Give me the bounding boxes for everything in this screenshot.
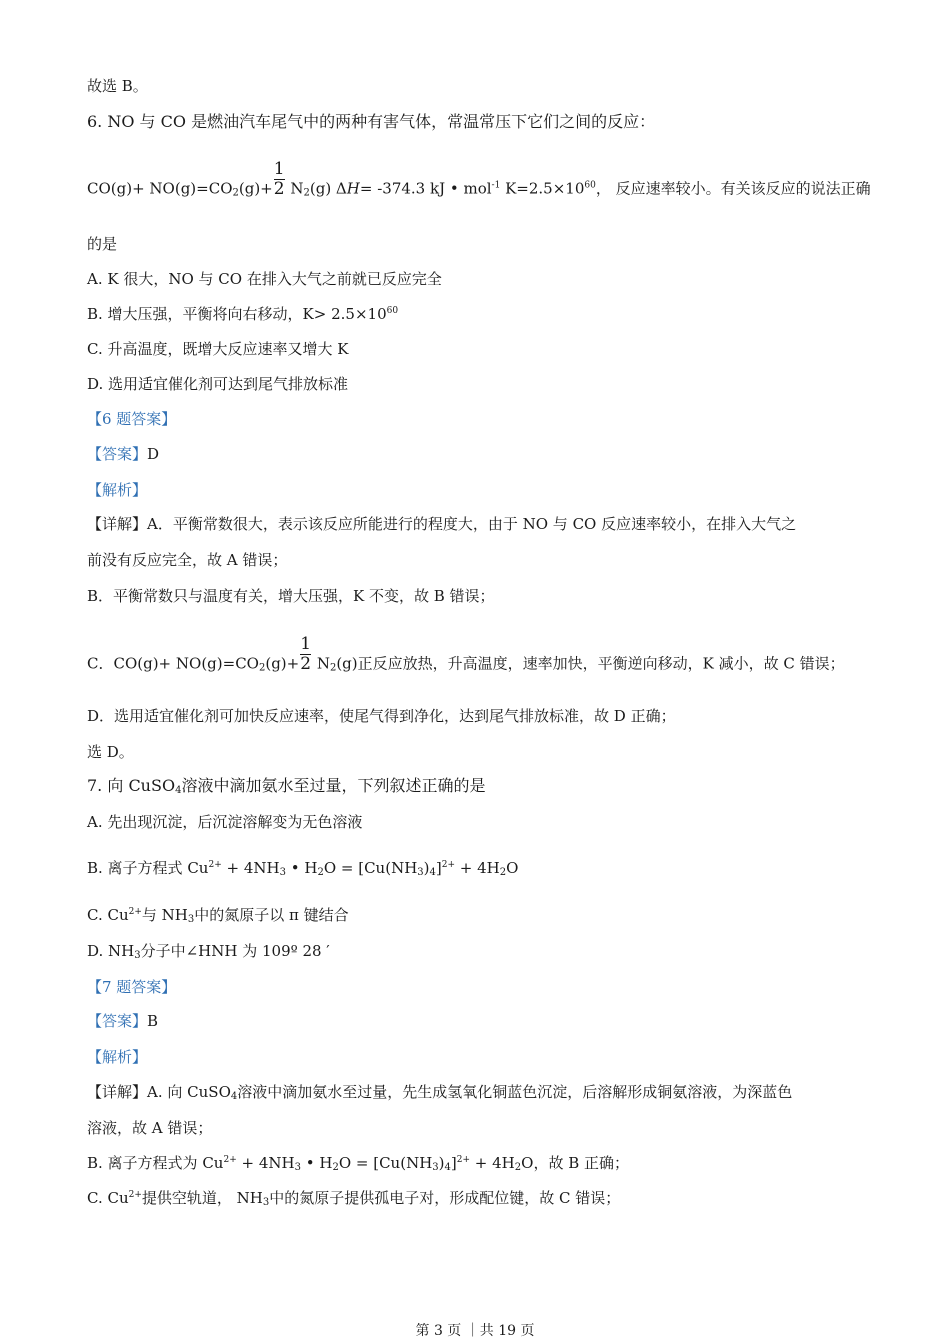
fraction-half: $\frac{1}{2}$ [273, 159, 285, 199]
q7-option-b: B. 离子方程式 $Cu^{2+} + 4NH_3$ • $H_2O = [Cu(NH_3)_4]^{2+} + 4H_2O$ [87, 859, 519, 878]
q7-analysis-heading: 【解析】 [87, 1048, 148, 1066]
q7-answer-heading: 【7 题答案】 [87, 978, 177, 996]
q6-option-b: B. 增大压强，平衡将向右移动，$K> 2.5\times 10^{60}$ [87, 305, 399, 323]
q7-option-a: A. 先出现沉淀，后沉淀溶解变为无色溶液 [87, 813, 363, 831]
q6-analysis-heading: 【解析】 [87, 481, 148, 499]
fraction-half-2: $\frac{1}{2}$ [300, 634, 312, 674]
q7-answer: 【答案】B [87, 1012, 159, 1030]
q6-detail-5: D．选用适宜催化剂可加快反应速率，使尾气得到净化，达到尾气排放标准，故 D 正确； [87, 707, 676, 725]
q7-option-d: D. $NH_3$分子中∠HNH 为 109º 28 ′ [87, 942, 330, 961]
q6-option-a: A. K 很大，NO 与 CO 在排入大气之前就已反应完全 [87, 270, 442, 288]
q6-detail-4: C．$CO(g)+ NO(g)=CO_2(g)+$ $\frac{1}{2}$ $N_2(g)$正反应放热，升高温度，速率加快，平衡逆向移动，K 减小，故 C 错误； [87, 634, 845, 674]
q6-answer-heading: 【6 题答案】 [87, 410, 177, 428]
q6-equation: $CO(g)+ NO(g)=CO_2(g)+$ $\frac{1}{2}$ $N_2(g)$ ΔH= -374.3 kJ • mol$^{-1}$ $K=2.5\times 10^{60}$， 反应速率较小。有关该反应的说法正确 [87, 159, 871, 199]
conclusion-b: 故选 B。 [87, 77, 148, 95]
q6-option-d: D. 选用适宜催化剂可达到尾气排放标准 [87, 375, 349, 393]
q7-option-c: C. $Cu^{2+}$与 $NH_3$中的氮原子以 π 键结合 [87, 906, 349, 925]
q6-detail-6: 选 D。 [87, 743, 134, 761]
q7-detail-4: C. $Cu^{2+}$提供空轨道， $NH_3$中的氮原子提供孤电子对，形成配位键，故 C 错误； [87, 1189, 621, 1208]
q6-option-c: C. 升高温度，既增大反应速率又增大 K [87, 340, 349, 358]
q6-answer: 【答案】D [87, 445, 160, 463]
q7-stem: 7. 向 CuSO$_4$溶液中滴加氨水至过量，下列叙述正确的是 [87, 776, 486, 796]
q6-stem: 6. NO 与 CO 是燃油汽车尾气中的两种有害气体，常温常压下它们之间的反应： [87, 112, 656, 131]
q7-detail-2: 溶液，故 A 错误； [87, 1119, 213, 1137]
q6-stem-cont: 的是 [87, 235, 118, 253]
q7-detail-1: 【详解】A. 向 CuSO$_4$溶液中滴加氨水至过量，先生成氢氧化铜蓝色沉淀，后溶解形成铜氨溶液，为深蓝色 [87, 1083, 793, 1102]
q7-detail-3: B. 离子方程式为 $Cu^{2+} + 4NH_3$ • $H_2O = [Cu(NH_3)_4]^{2+} + 4H_2O$，故 B 正确； [87, 1154, 630, 1173]
q6-detail-1: 【详解】A．平衡常数很大，表示该反应所能进行的程度大，由于 NO 与 CO 反应速率较小，在排入大气之 [87, 515, 797, 533]
page-footer: 第 3 页 ｜共 19 页 [415, 1323, 535, 1339]
q6-detail-2: 前没有反应完全，故 A 错误； [87, 551, 288, 569]
q6-detail-3: B．平衡常数只与温度有关，增大压强，K 不变，故 B 错误； [87, 587, 495, 605]
